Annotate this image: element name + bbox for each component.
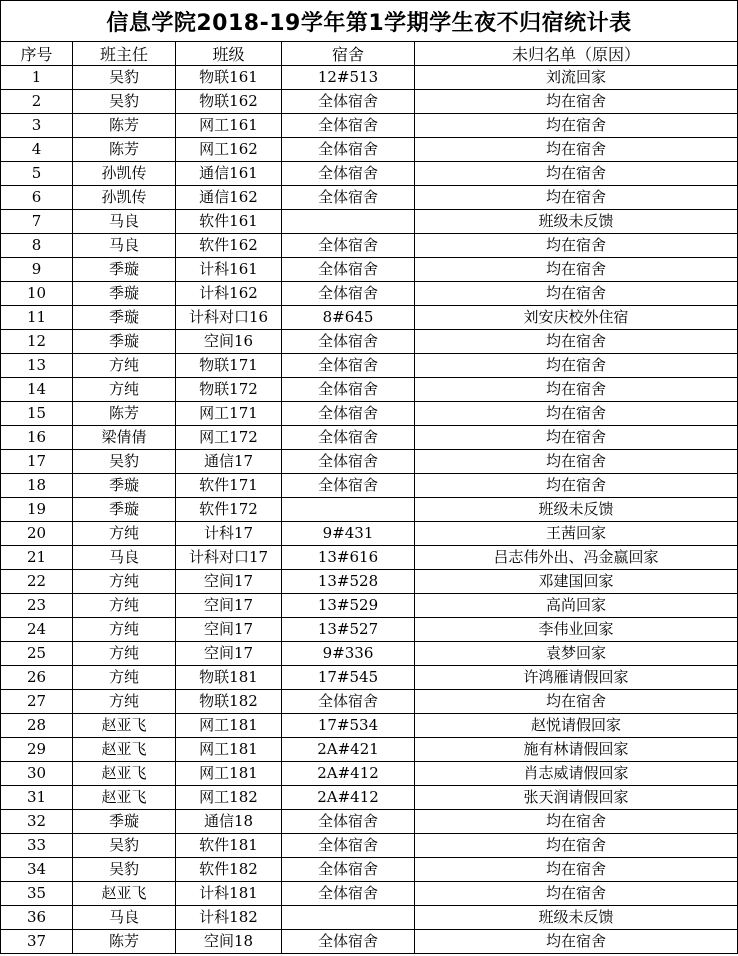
cell-dorm: 全体宿舍: [282, 882, 415, 906]
table-row: [1, 114, 738, 138]
cell-teacher: 方纯: [73, 618, 176, 642]
title-row: [1, 1, 738, 42]
table-row: [1, 882, 738, 906]
cell-teacher: 季璇: [73, 282, 176, 306]
cell-absent-list: 均在宿舍: [415, 90, 738, 114]
cell-class: 计科对口16: [176, 306, 282, 330]
cell-index: 27: [1, 690, 73, 714]
table-row: [1, 858, 738, 882]
table-row: [1, 498, 738, 522]
cell-index: 3: [1, 114, 73, 138]
cell-class: 软件162: [176, 234, 282, 258]
cell-index: 5: [1, 162, 73, 186]
cell-absent-list: 刘流回家: [415, 66, 738, 90]
cell-dorm: 全体宿舍: [282, 114, 415, 138]
cell-index: 17: [1, 450, 73, 474]
cell-dorm: 全体宿舍: [282, 690, 415, 714]
header-dorm: 宿舍: [282, 42, 415, 66]
cell-class: 计科对口17: [176, 546, 282, 570]
cell-teacher: 梁倩倩: [73, 426, 176, 450]
cell-dorm: 全体宿舍: [282, 834, 415, 858]
cell-teacher: 方纯: [73, 642, 176, 666]
cell-class: 空间16: [176, 330, 282, 354]
cell-absent-list: 班级未反馈: [415, 906, 738, 930]
cell-class: 网工161: [176, 114, 282, 138]
cell-teacher: 季璇: [73, 810, 176, 834]
table-row: [1, 618, 738, 642]
cell-index: 37: [1, 930, 73, 954]
table-row: [1, 594, 738, 618]
cell-dorm: 全体宿舍: [282, 930, 415, 954]
table-row: [1, 642, 738, 666]
cell-teacher: 季璇: [73, 258, 176, 282]
cell-dorm: 全体宿舍: [282, 330, 415, 354]
header-teacher: 班主任: [73, 42, 176, 66]
cell-teacher: 吴豹: [73, 858, 176, 882]
table-row: [1, 66, 738, 90]
cell-index: 28: [1, 714, 73, 738]
cell-class: 空间17: [176, 618, 282, 642]
table-row: [1, 834, 738, 858]
cell-dorm: 12#513: [282, 66, 415, 90]
cell-absent-list: 袁梦回家: [415, 642, 738, 666]
table-body: [1, 66, 738, 954]
table-row: [1, 450, 738, 474]
cell-dorm: 全体宿舍: [282, 234, 415, 258]
cell-absent-list: 赵悦请假回家: [415, 714, 738, 738]
cell-dorm: 全体宿舍: [282, 858, 415, 882]
cell-absent-list: 均在宿舍: [415, 858, 738, 882]
cell-class: 网工182: [176, 786, 282, 810]
cell-index: 1: [1, 66, 73, 90]
cell-teacher: 赵亚飞: [73, 738, 176, 762]
cell-teacher: 季璇: [73, 474, 176, 498]
cell-class: 网工162: [176, 138, 282, 162]
cell-absent-list: 均在宿舍: [415, 354, 738, 378]
cell-class: 物联162: [176, 90, 282, 114]
cell-class: 通信162: [176, 186, 282, 210]
cell-absent-list: 班级未反馈: [415, 498, 738, 522]
header-class: 班级: [176, 42, 282, 66]
cell-dorm: 全体宿舍: [282, 90, 415, 114]
cell-index: 24: [1, 618, 73, 642]
cell-index: 32: [1, 810, 73, 834]
cell-index: 9: [1, 258, 73, 282]
cell-teacher: 陈芳: [73, 930, 176, 954]
cell-dorm: [282, 498, 415, 522]
cell-class: 网工181: [176, 738, 282, 762]
cell-absent-list: 均在宿舍: [415, 114, 738, 138]
table-row: [1, 930, 738, 954]
cell-index: 4: [1, 138, 73, 162]
cell-absent-list: 均在宿舍: [415, 330, 738, 354]
cell-class: 计科182: [176, 906, 282, 930]
cell-absent-list: 均在宿舍: [415, 834, 738, 858]
cell-dorm: 13#527: [282, 618, 415, 642]
cell-index: 26: [1, 666, 73, 690]
cell-class: 计科181: [176, 882, 282, 906]
cell-absent-list: 均在宿舍: [415, 186, 738, 210]
cell-teacher: 孙凯传: [73, 186, 176, 210]
cell-absent-list: 张天润请假回家: [415, 786, 738, 810]
cell-teacher: 季璇: [73, 306, 176, 330]
table-row: [1, 210, 738, 234]
cell-index: 10: [1, 282, 73, 306]
table-row: [1, 714, 738, 738]
cell-dorm: 17#534: [282, 714, 415, 738]
cell-index: 31: [1, 786, 73, 810]
cell-dorm: 2A#412: [282, 786, 415, 810]
cell-teacher: 吴豹: [73, 66, 176, 90]
header-index: 序号: [1, 42, 73, 66]
cell-teacher: 赵亚飞: [73, 714, 176, 738]
cell-index: 15: [1, 402, 73, 426]
cell-absent-list: 刘安庆校外住宿: [415, 306, 738, 330]
table-row: [1, 330, 738, 354]
table-row: [1, 810, 738, 834]
cell-absent-list: 均在宿舍: [415, 378, 738, 402]
cell-teacher: 方纯: [73, 378, 176, 402]
cell-dorm: 全体宿舍: [282, 138, 415, 162]
cell-class: 网工181: [176, 762, 282, 786]
cell-index: 33: [1, 834, 73, 858]
table-row: [1, 666, 738, 690]
cell-dorm: 9#431: [282, 522, 415, 546]
cell-class: 软件181: [176, 834, 282, 858]
cell-absent-list: 均在宿舍: [415, 690, 738, 714]
cell-dorm: 全体宿舍: [282, 162, 415, 186]
cell-index: 8: [1, 234, 73, 258]
cell-dorm: 全体宿舍: [282, 282, 415, 306]
cell-absent-list: 肖志威请假回家: [415, 762, 738, 786]
cell-teacher: 方纯: [73, 666, 176, 690]
cell-teacher: 马良: [73, 234, 176, 258]
table-row: [1, 474, 738, 498]
cell-absent-list: 施有林请假回家: [415, 738, 738, 762]
cell-class: 软件171: [176, 474, 282, 498]
cell-index: 11: [1, 306, 73, 330]
cell-class: 计科17: [176, 522, 282, 546]
cell-absent-list: 均在宿舍: [415, 234, 738, 258]
cell-index: 35: [1, 882, 73, 906]
table-row: [1, 258, 738, 282]
table-row: [1, 522, 738, 546]
cell-absent-list: 王茜回家: [415, 522, 738, 546]
cell-teacher: 吴豹: [73, 450, 176, 474]
cell-index: 25: [1, 642, 73, 666]
table-row: [1, 738, 738, 762]
table-title: 信息学院2018-19学年第1学期学生夜不归宿统计表: [1, 1, 738, 42]
cell-absent-list: 许鸿雁请假回家: [415, 666, 738, 690]
cell-index: 16: [1, 426, 73, 450]
cell-teacher: 赵亚飞: [73, 882, 176, 906]
cell-class: 物联161: [176, 66, 282, 90]
table-row: [1, 762, 738, 786]
cell-index: 19: [1, 498, 73, 522]
cell-absent-list: 均在宿舍: [415, 474, 738, 498]
cell-index: 2: [1, 90, 73, 114]
cell-absent-list: 均在宿舍: [415, 402, 738, 426]
cell-class: 空间17: [176, 570, 282, 594]
table-row: [1, 378, 738, 402]
cell-teacher: 赵亚飞: [73, 762, 176, 786]
cell-absent-list: 均在宿舍: [415, 810, 738, 834]
cell-dorm: 全体宿舍: [282, 402, 415, 426]
table-row: [1, 570, 738, 594]
cell-index: 22: [1, 570, 73, 594]
cell-class: 物联172: [176, 378, 282, 402]
cell-dorm: 2A#412: [282, 762, 415, 786]
cell-index: 20: [1, 522, 73, 546]
cell-class: 计科162: [176, 282, 282, 306]
cell-absent-list: 班级未反馈: [415, 210, 738, 234]
table-row: [1, 138, 738, 162]
cell-index: 34: [1, 858, 73, 882]
cell-class: 物联171: [176, 354, 282, 378]
cell-dorm: 全体宿舍: [282, 426, 415, 450]
cell-index: 23: [1, 594, 73, 618]
cell-class: 网工172: [176, 426, 282, 450]
cell-index: 6: [1, 186, 73, 210]
cell-teacher: 方纯: [73, 594, 176, 618]
cell-class: 空间17: [176, 594, 282, 618]
cell-class: 网工181: [176, 714, 282, 738]
cell-index: 13: [1, 354, 73, 378]
cell-teacher: 陈芳: [73, 402, 176, 426]
header-absent-list: 未归名单（原因）: [415, 42, 738, 66]
cell-absent-list: 李伟业回家: [415, 618, 738, 642]
cell-teacher: 方纯: [73, 522, 176, 546]
cell-dorm: 13#528: [282, 570, 415, 594]
cell-teacher: 孙凯传: [73, 162, 176, 186]
cell-dorm: 全体宿舍: [282, 450, 415, 474]
cell-dorm: 9#336: [282, 642, 415, 666]
table-row: [1, 282, 738, 306]
cell-index: 18: [1, 474, 73, 498]
cell-dorm: 全体宿舍: [282, 378, 415, 402]
table-row: [1, 546, 738, 570]
cell-class: 软件172: [176, 498, 282, 522]
cell-dorm: 全体宿舍: [282, 354, 415, 378]
cell-absent-list: 均在宿舍: [415, 258, 738, 282]
cell-class: 软件182: [176, 858, 282, 882]
table-row: [1, 906, 738, 930]
table-row: [1, 786, 738, 810]
cell-index: 7: [1, 210, 73, 234]
cell-teacher: 马良: [73, 210, 176, 234]
cell-index: 36: [1, 906, 73, 930]
cell-index: 14: [1, 378, 73, 402]
cell-absent-list: 均在宿舍: [415, 930, 738, 954]
cell-teacher: 马良: [73, 546, 176, 570]
cell-absent-list: 均在宿舍: [415, 426, 738, 450]
cell-dorm: [282, 906, 415, 930]
cell-dorm: 全体宿舍: [282, 186, 415, 210]
cell-teacher: 马良: [73, 906, 176, 930]
cell-index: 29: [1, 738, 73, 762]
cell-dorm: 2A#421: [282, 738, 415, 762]
cell-class: 通信18: [176, 810, 282, 834]
cell-teacher: 陈芳: [73, 138, 176, 162]
cell-absent-list: 高尚回家: [415, 594, 738, 618]
table-row: [1, 186, 738, 210]
table-row: [1, 402, 738, 426]
cell-index: 12: [1, 330, 73, 354]
cell-dorm: 8#645: [282, 306, 415, 330]
cell-class: 空间17: [176, 642, 282, 666]
cell-absent-list: 均在宿舍: [415, 162, 738, 186]
cell-absent-list: 均在宿舍: [415, 282, 738, 306]
cell-absent-list: 吕志伟外出、冯金嬴回家: [415, 546, 738, 570]
table-row: [1, 162, 738, 186]
cell-class: 空间18: [176, 930, 282, 954]
cell-teacher: 季璇: [73, 498, 176, 522]
cell-dorm: 13#616: [282, 546, 415, 570]
cell-absent-list: 邓建国回家: [415, 570, 738, 594]
cell-teacher: 季璇: [73, 330, 176, 354]
table-row: [1, 306, 738, 330]
cell-class: 软件161: [176, 210, 282, 234]
cell-class: 物联181: [176, 666, 282, 690]
header-row: [1, 42, 738, 66]
table-row: [1, 234, 738, 258]
cell-teacher: 陈芳: [73, 114, 176, 138]
cell-teacher: 吴豹: [73, 834, 176, 858]
cell-class: 通信17: [176, 450, 282, 474]
cell-index: 21: [1, 546, 73, 570]
cell-teacher: 吴豹: [73, 90, 176, 114]
table-row: [1, 90, 738, 114]
cell-class: 网工171: [176, 402, 282, 426]
cell-absent-list: 均在宿舍: [415, 450, 738, 474]
cell-teacher: 方纯: [73, 354, 176, 378]
cell-dorm: 17#545: [282, 666, 415, 690]
cell-absent-list: 均在宿舍: [415, 138, 738, 162]
cell-dorm: 13#529: [282, 594, 415, 618]
cell-dorm: [282, 210, 415, 234]
table-row: [1, 690, 738, 714]
cell-dorm: 全体宿舍: [282, 810, 415, 834]
cell-class: 计科161: [176, 258, 282, 282]
cell-teacher: 方纯: [73, 570, 176, 594]
cell-teacher: 方纯: [73, 690, 176, 714]
cell-dorm: 全体宿舍: [282, 258, 415, 282]
cell-class: 通信161: [176, 162, 282, 186]
table-row: [1, 354, 738, 378]
cell-class: 物联182: [176, 690, 282, 714]
cell-teacher: 赵亚飞: [73, 786, 176, 810]
cell-index: 30: [1, 762, 73, 786]
table-row: [1, 426, 738, 450]
cell-dorm: 全体宿舍: [282, 474, 415, 498]
cell-absent-list: 均在宿舍: [415, 882, 738, 906]
